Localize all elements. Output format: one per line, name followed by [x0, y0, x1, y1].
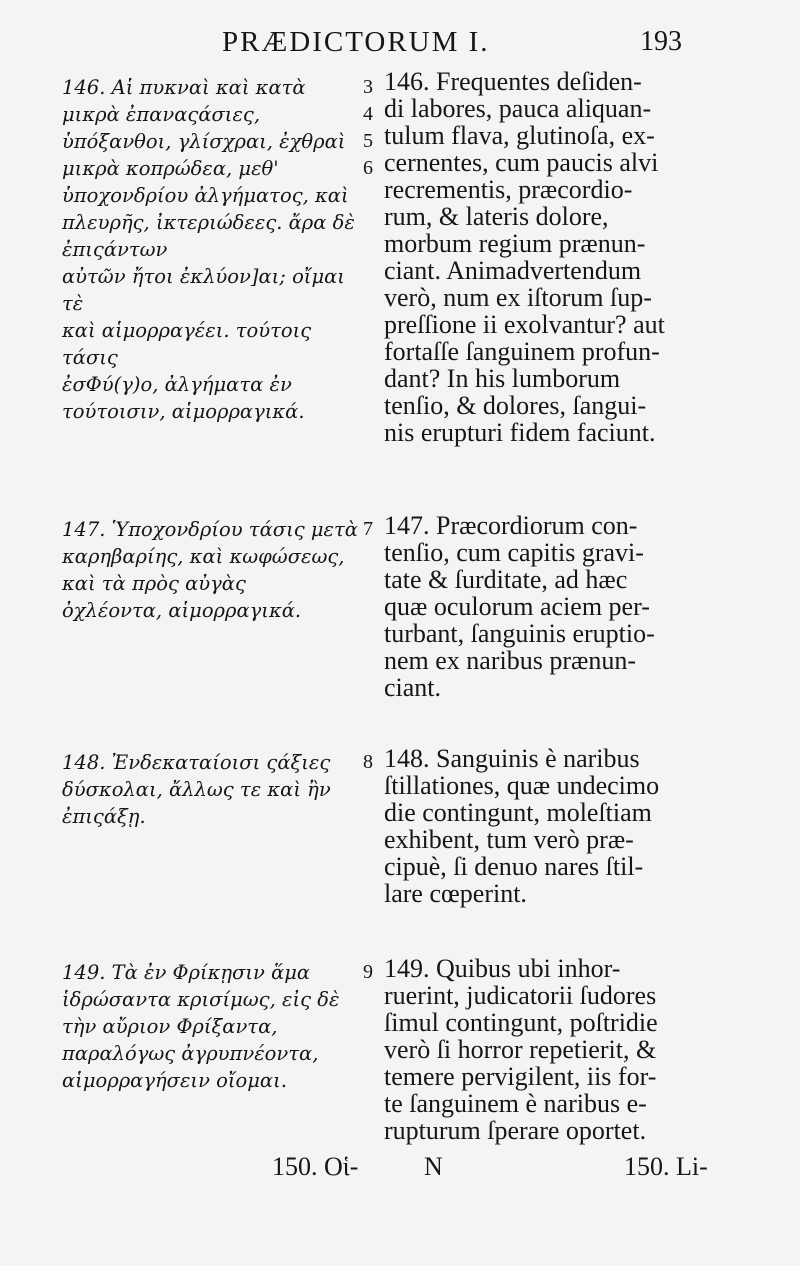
greek-text: 149. Τὰ ἐν Φρίκῃσιν ἅμα ἱδρώσαντα κρισίμως, εἰς δὲ τὴν αὔριον Φρίξαντα, παραλόγως ἀγρυπνέοντα, αἱμορραγήσειν οἴομαι.: [62, 961, 340, 1092]
latin-text: 148. Sanguinis è naribus ſtillationes, quæ undecimo die contingunt, moleſtiam exhibent, tum verò præ- cipuè, ſi denuo nares ſtil- lare cœperint.: [384, 744, 660, 908]
page-header: [0, 22, 800, 62]
latin-text: 146. Frequentes deſiden- di labores, pauca aliquan- tulum flava, glutinoſa, ex- cernentes, cum paucis alvi recrementis, præcordio- rum, & lateris dolore, morbum regium prænun- ciant. Animadvertendum verò, num ex iſtorum ſup- preſſione ii exolvantur? aut fortaſſe ſanguinem profun- dant? In his lumborum tenſio, & dolores, ſangui- nis erupturi fidem faciunt.: [384, 67, 665, 447]
catchword-latin: 150. Li-: [624, 1152, 708, 1181]
greek-text: 146. Αἱ πυκναὶ καὶ κατὰ μικρὰ ἐπαναςάσιες, ὑπόξανθοι, γλίσχραι, ἐχθραὶ μικρὰ κοπρώδεα, μεθ' ὑποχονδρίου ἀλγήματος, καὶ πλευρῆς, ἰκτεριώδεες. ἄρα δὲ ἐπιςάντων αὐτῶν ἤτοι ἐκλύον]αι; οἴμαι τὲ καὶ αἱμορραγέει. τούτοις τάσις ἐσΦύ(γ)ο, ἀλγήματα ἐν τούτοισιν, αἱμορραγικά.: [62, 76, 355, 423]
latin-text: 147. Præcordiorum con- tenſio, cum capitis gravi- tate & ſurditate, ad hæc quæ oculorum aciem per- turbant, ſanguinis eruptio- nem ex naribus prænun- ciant.: [384, 511, 655, 702]
page-number: 193: [640, 26, 682, 57]
page-footer: [0, 1152, 800, 1192]
running-title: PRÆDICTORUM I.: [222, 26, 490, 58]
signature-mark: N: [424, 1152, 443, 1181]
line-numbers: 7: [363, 518, 373, 540]
greek-text: 148. Ἐνδεκαταίοισι ςάξιες δύσκολαι, ἄλλως τε καὶ ἢν ἐπιςάξῃ.: [62, 751, 331, 828]
catchword-greek: 150. Οἱ-: [272, 1152, 359, 1181]
line-numbers: 3 4 5 6: [363, 76, 373, 179]
line-numbers: 8: [363, 751, 373, 773]
greek-text: 147. Ὑποχονδρίου τάσις μετὰ καρηβαρίης, καὶ κωφώσεως, καὶ τὰ πρὸς αὐγὰς ὀχλέοντα, αἱμορραγικά.: [62, 518, 358, 622]
line-numbers: 9: [363, 961, 373, 983]
latin-text: 149. Quibus ubi inhor- ruerint, judicatorii ſudores ſimul contingunt, poſtridie verò ſi horror repetierit, & temere pervigilent, iis for- te ſanguinem è naribus e- rupturum ſperare oportet.: [384, 954, 658, 1145]
